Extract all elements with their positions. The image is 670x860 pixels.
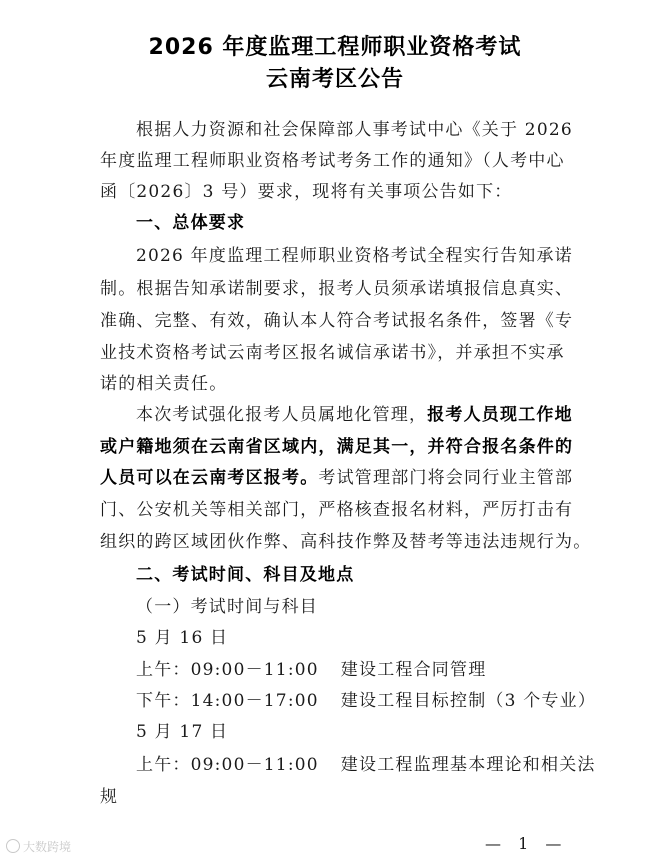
para2-bold-text: 人员可以在云南考区报考。 xyxy=(100,468,319,488)
watermark-text: 大数跨境 xyxy=(23,840,72,854)
schedule-row xyxy=(136,691,636,711)
exam-date: 5 月 17 日 xyxy=(136,722,229,742)
schedule-time: 上午：09:00－11:00 xyxy=(136,755,319,775)
schedule-row xyxy=(136,660,636,680)
para2-bold-text: 报考人员现工作地 xyxy=(427,405,573,425)
section1-para1-line: 准确、完整、有效，确认本人符合考试报名条件，签署《专 xyxy=(100,311,574,331)
section2-heading: 二、考试时间、科目及地点 xyxy=(136,565,355,585)
schedule-time: 下午：14:00－17:00 xyxy=(136,691,319,711)
document-title-line1: 2026 年度监理工程师职业资格考试 xyxy=(148,35,522,60)
watermark-logo-icon xyxy=(6,839,20,853)
intro-line: 年度监理工程师职业资格考试考务工作的通知》（人考中心 xyxy=(100,151,565,171)
para2-normal-text: 考试管理部门将会同行业主管部 xyxy=(318,468,574,488)
watermark xyxy=(6,838,71,855)
intro-line: 根据人力资源和社会保障部人事考试中心《关于 2026 xyxy=(136,120,573,140)
schedule-subject: 建设工程目标控制（3 个专业） xyxy=(340,691,597,711)
para2-normal-text: 本次考试强化报考人员属地化管理， xyxy=(136,405,428,425)
section1-para1-line: 诺的相关责任。 xyxy=(100,374,228,394)
section1-para2-line4: 门、公安机关等相关部门，严格核查报名材料，严厉打击有 xyxy=(100,500,574,520)
section1-para2-line3 xyxy=(100,468,600,488)
document-title-line2: 云南考区公告 xyxy=(265,67,404,92)
section1-para1-line: 制。根据告知承诺制要求，报考人员须承诺填报信息真实、 xyxy=(100,279,574,299)
section1-para2-line1 xyxy=(136,405,636,425)
page-number: — 1 — xyxy=(485,834,568,853)
schedule-subject: 建设工程监理基本理论和相关法 xyxy=(340,755,596,775)
section1-para1-line: 业技术资格考试云南考区报名诚信承诺书》，并承担不实承 xyxy=(100,343,565,363)
schedule-row xyxy=(136,755,636,775)
section1-para2-line2: 或户籍地须在云南省区域内，满足其一，并符合报名条件的 xyxy=(100,437,574,457)
schedule-subject: 建设工程合同管理 xyxy=(340,660,487,680)
section1-para2-line5: 组织的跨区域团伙作弊、高科技作弊及替考等违法违规行为。 xyxy=(100,532,592,552)
schedule-subject-continued: 规 xyxy=(100,787,119,807)
section1-para1-line: 2026 年度监理工程师职业资格考试全程实行告知承诺 xyxy=(136,246,573,266)
exam-date: 5 月 16 日 xyxy=(136,628,229,648)
section2-subheading: （一）考试时间与科目 xyxy=(136,597,318,617)
intro-line: 函〔2026〕3 号）要求，现将有关事项公告如下： xyxy=(100,182,513,202)
schedule-time: 上午：09:00－11:00 xyxy=(136,660,319,680)
section1-heading: 一、总体要求 xyxy=(136,213,246,233)
